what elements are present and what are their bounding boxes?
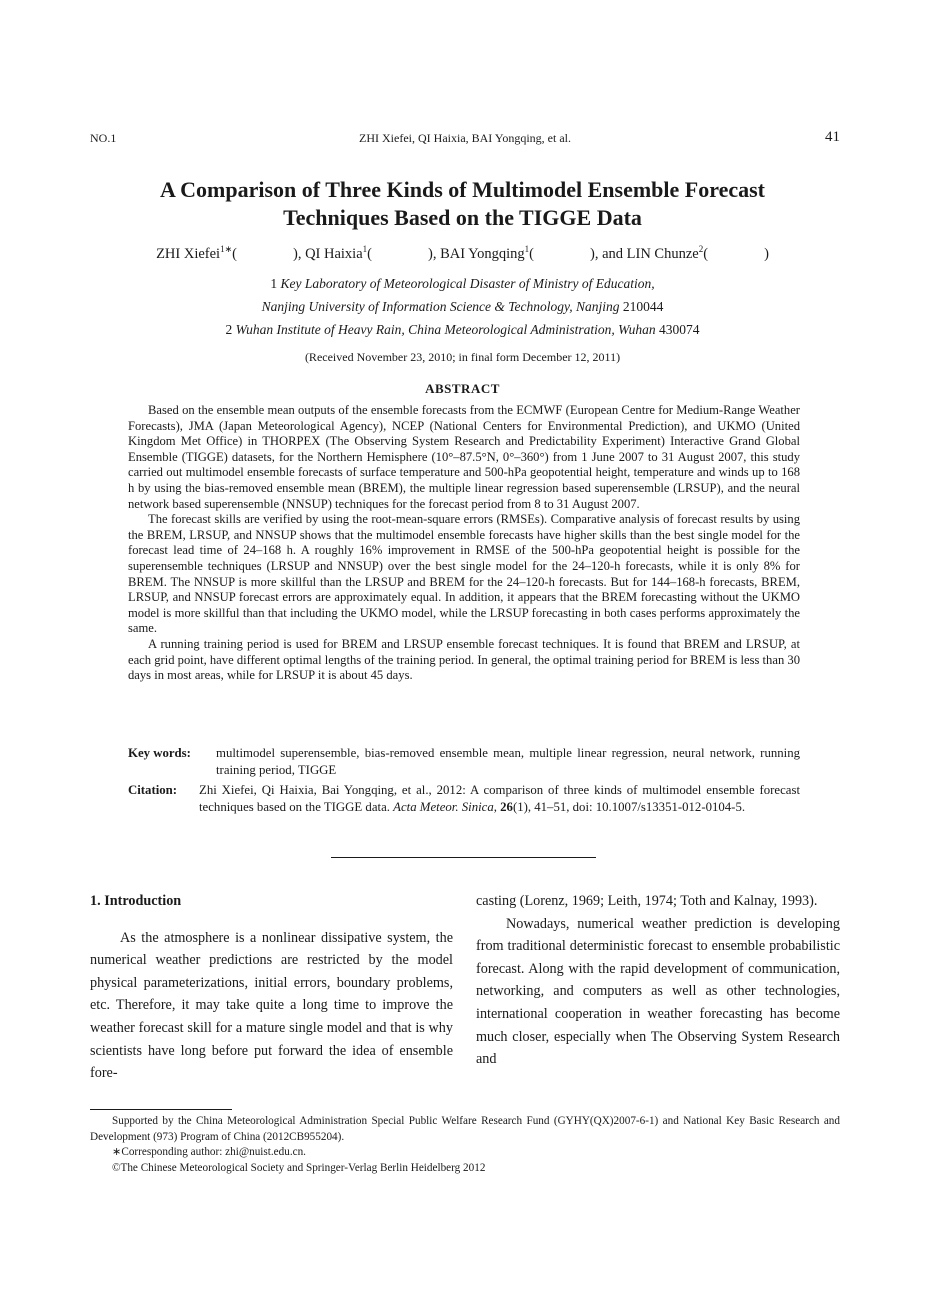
affiliation-2-text: Wuhan Institute of Heavy Rain, China Meteorological Administration, Wuhan [235,322,656,337]
running-head [90,131,840,149]
intro-paragraph-1: As the atmosphere is a nonlinear dissipative system, the numerical weather predictions are restricted by the model physical parameterizations, initial errors, boundary problems, etc. Therefore, it may take quite a long time to improve the weather forecast skill for a mature single model and that is why scientists have long before put forward the idea of ensemble fore- [90,929,453,1082]
affiliation-1-line-1 [0,276,925,292]
affiliation-2 [0,322,925,338]
affiliation-1-line-2 [0,299,925,315]
abstract-paragraph-2: The forecast skills are verified by using the root-mean-square errors (RMSEs). Comparative analysis of forecast results by using the BREM, LRSUP, and NNSUP shows that the multimodel ensemble forecasts have higher skills than the best single model for the forecast lead time of 24–168 h. A roughly 16% improvement in RMSE of the 500-hPa geopotential height is possible for the superensemble techniques (LRSUP and NNSUP) over the best single model for the 24–120-h forecasts, while it is only 8% for BREM. The NNSUP is more skillful than the LRSUP and BREM for the 24–120-h forecasts. But for 144–168-h forecasts, BREM, LRSUP, and NNSUP forecast errors are approximately equal. In addition, it appears that the BREM forecasting without the UKMO model is more skillful than that including the UKMO model, while the LRSUP forecasting in both cases performs approximately the same. [128,512,800,636]
citation-reference: Zhi Xiefei, Qi Haixia, Bai Yongqing, et al., 2012: A comparison of three kinds of multimodel ensemble forecast techniques based on the TIGGE data. [199,783,800,814]
affiliation-1-postcode: 210044 [622,299,664,314]
author-3-affil: 1 [524,244,530,254]
abstract-paragraph-3: A running training period is used for BREM and LRSUP ensemble forecast techniques. It is found that BREM and LRSUP, at each grid point, have different optimal lengths of the training period. In general, the optimal training period for BREM is less than 30 days in most areas, while for LRSUP it is about 45 days. [128,636,800,683]
copyright-note: ©The Chinese Meteorological Society and Springer-Verlag Berlin Heidelberg 2012 [112,1161,486,1174]
corresponding-author[interactable]: ∗Corresponding author: zhi@nuist.edu.cn. [112,1146,306,1158]
author-2: ), QI Haixia [292,245,363,262]
paren-close: ) [764,245,769,262]
citation-label: Citation: [128,783,178,797]
author-3: ), BAI Yongqing [427,245,525,262]
intro-paragraph-2: Nowadays, numerical weather prediction is developing from traditional deterministic forecast to ensemble probabilistic forecast. Along with the rapid development of communication, networking, and computers as well as other technologies, international cooperation in weather forecasting has become much closer, especially when The Observing System Research and [476,915,840,1068]
page-number: 41 [825,129,840,145]
affiliation-1-number: 1 [270,276,278,291]
citation-doi[interactable]: (1), 41–51, doi: 10.1007/s13351-012-0104-5. [512,799,746,814]
abstract-body [128,403,800,684]
intro-paragraph-1-continued: casting (Lorenz, 1969; Leith, 1974; Toth and Kalnay, 1993). [476,893,818,909]
paren-open: ( [529,245,535,262]
keywords-label: Key words: [128,746,191,760]
citation-journal: Acta Meteor. Sinica [393,799,494,814]
left-column [90,890,453,1085]
affiliation-2-number: 2 [225,322,233,337]
citation-volume: 26 [500,799,513,814]
author-2-affil: 1 [362,244,368,254]
citation-text: Zhi Xiefei, Qi Haixia, Bai Yongqing, et al., 2012: A comparison of three kinds of multimodel ensemble forecast techniques based on the TIGGE data. Acta Meteor. Sinica, 26(1), 41–51, doi: 10.1007/s13351-012-0104-5. [199,783,800,814]
received-dates: (Received November 23, 2010; in final form December 12, 2011) [304,350,621,364]
author-list [0,244,925,263]
title-line-1: A Comparison of Three Kinds of Multimodel Ensemble Forecast [160,177,765,202]
keywords [128,745,800,778]
journal-issue: NO.1 [90,131,117,145]
section-heading-introduction: 1. Introduction [90,893,182,909]
abstract-paragraph-1: Based on the ensemble mean outputs of the ensemble forecasts from the ECMWF (European Centre for Medium-Range Weather Forecasts), JMA (Japan Meteorological Agency), NCEP (National Centers for Environmental Prediction), and UKMO (United Kingdom Met Office) in THORPEX (The Observing System Research and Predictability Experiment) Interactive Grand Global Ensemble (TIGGE) datasets, for the Northern Hemisphere (10°–87.5°N, 0°–360°) from 1 June 2007 to 31 August 2007, this study carried out multimodel ensemble forecasts of surface temperature and 500-hPa geopotential height, temperature and winds up to 168 h by using the bias-removed ensemble mean (BREM), the multiple linear regression based superensemble (LRSUP), and the neural network based superensemble (NNSUP) techniques for the forecast period from 8 to 31 August 2007. [128,403,800,511]
affiliation-2-postcode: 430074 [658,322,700,337]
title-line-2: Techniques Based on the TIGGE Data [283,205,642,230]
author-1: ZHI Xiefei [156,245,221,262]
running-authors: ZHI Xiefei, QI Haixia, BAI Yongqing, et al. [359,131,571,145]
footnotes [90,1114,840,1176]
affiliation-1-text-2: Nanjing University of Information Science & Technology, Nanjing [261,299,620,314]
footnote-rule [90,1109,232,1110]
abstract-heading: ABSTRACT [425,381,500,396]
citation [128,782,800,815]
section-divider [331,857,596,858]
right-column [476,890,840,1071]
affiliation-1-text: Key Laboratory of Meteorological Disaster of Ministry of Education, [280,276,655,291]
paren-open: ( [367,245,372,262]
keywords-text: multimodel superensemble, bias-removed ensemble mean, multiple linear regression, neural network, running training period, TIGGE [216,746,800,777]
funding-note: Supported by the China Meteorological Administration Special Public Welfare Research Fund (GYHY(QX)2007-6-1) and National Key Basic Research and Development (973) Program of China (2012CB955204). [90,1115,840,1143]
author-4: ), and LIN Chunze [590,245,699,262]
paper-title [60,176,865,232]
author-4-affil: 2 [698,244,704,254]
paren-open: ( [232,245,237,262]
paren-open: ( [703,245,709,262]
author-1-affil: 1∗ [220,244,233,254]
